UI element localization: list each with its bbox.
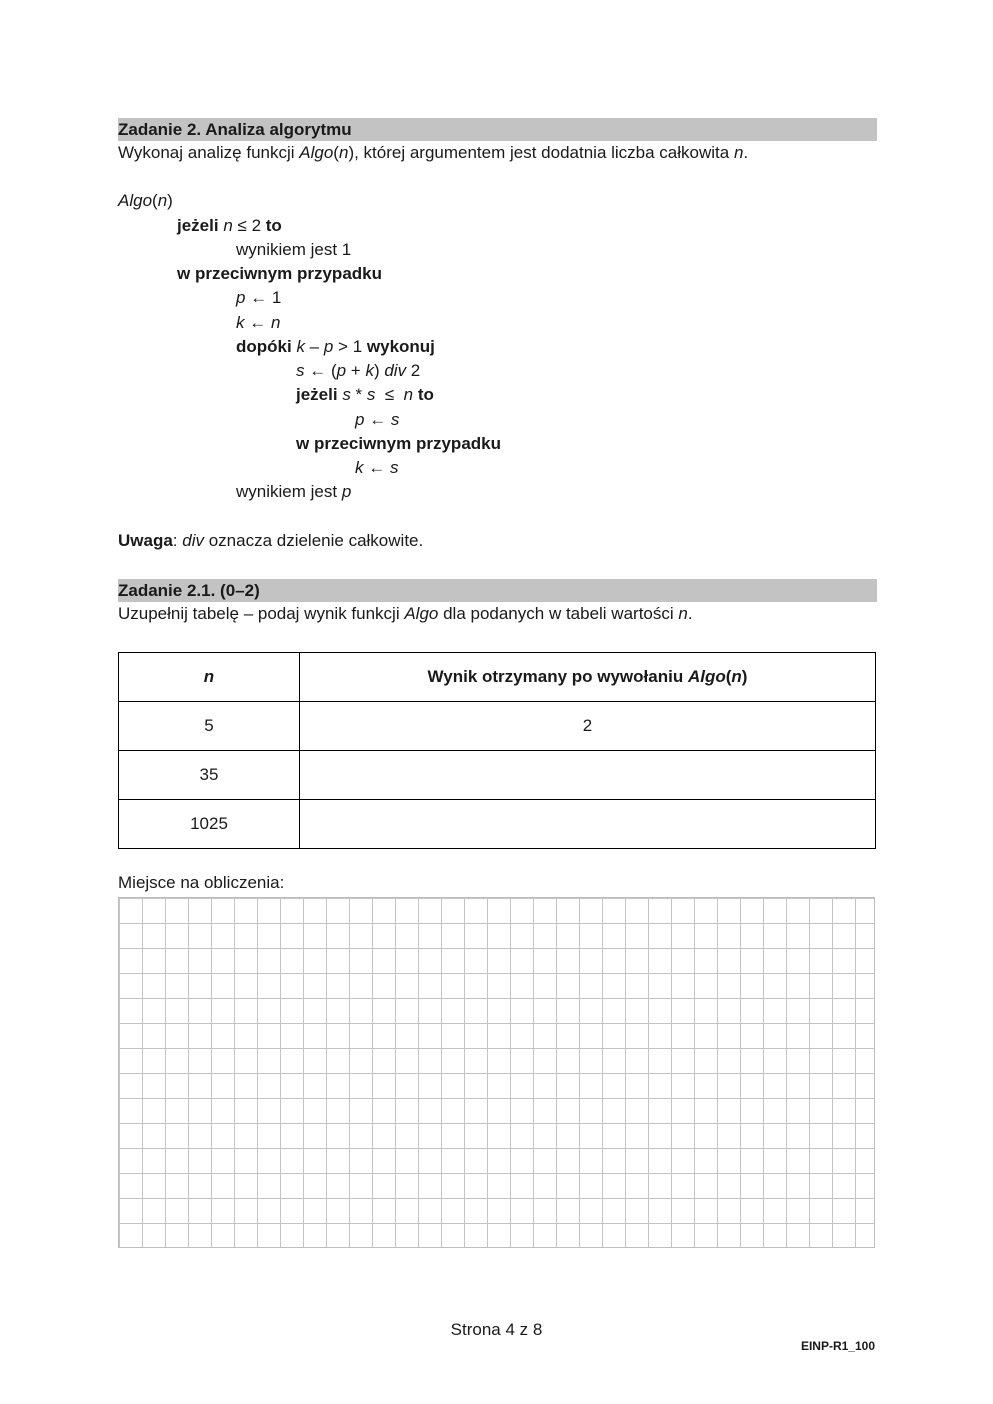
arrow: ← bbox=[244, 313, 271, 332]
exam-code: EINP-R1_100 bbox=[800, 1339, 875, 1353]
table-row bbox=[119, 800, 876, 849]
header-func: Algo bbox=[687, 667, 726, 686]
code-header bbox=[118, 191, 173, 211]
note-text: oznacza dzielenie całkowite. bbox=[203, 531, 424, 550]
page-number: Strona 4 z 8 bbox=[450, 1320, 543, 1339]
var: s bbox=[390, 410, 400, 429]
subtask-title bbox=[118, 579, 877, 602]
var: s bbox=[366, 385, 376, 404]
cell-n: 5 bbox=[119, 702, 300, 751]
task-title bbox=[118, 118, 877, 141]
keyword: dopóki bbox=[236, 337, 292, 356]
subtask-end: . bbox=[687, 604, 693, 623]
var: s bbox=[389, 458, 399, 477]
op: ≤ bbox=[375, 385, 404, 404]
code-line-12 bbox=[236, 482, 351, 502]
op: * bbox=[350, 385, 367, 404]
header-n bbox=[119, 653, 300, 702]
code-paren: ( bbox=[152, 191, 158, 210]
code-text: wynikiem jest 1 bbox=[236, 240, 352, 259]
var: n bbox=[403, 385, 414, 404]
cell-n: 35 bbox=[119, 751, 300, 800]
workspace-label: Miejsce na obliczenia: bbox=[118, 873, 285, 892]
intro-var: n bbox=[733, 143, 744, 162]
var: p bbox=[336, 361, 347, 380]
code-arg: n bbox=[157, 191, 168, 210]
var: k bbox=[355, 458, 364, 477]
table-header-row bbox=[119, 653, 876, 702]
keyword: wykonuj bbox=[366, 337, 435, 356]
var: k bbox=[365, 361, 374, 380]
arrow: ← ( bbox=[304, 361, 337, 380]
results-table bbox=[118, 652, 876, 849]
var: p bbox=[355, 410, 365, 429]
keyword: jeżeli bbox=[296, 385, 338, 404]
code-line-10 bbox=[296, 434, 501, 454]
paren: ) bbox=[373, 361, 385, 380]
var: n bbox=[270, 313, 281, 332]
code-func: Algo bbox=[118, 191, 153, 210]
code-line-4 bbox=[236, 288, 281, 308]
intro-arg: n bbox=[338, 143, 349, 162]
note-colon: : bbox=[172, 531, 183, 550]
cell-result: 2 bbox=[300, 702, 876, 751]
intro-paren: ( bbox=[333, 143, 339, 162]
code-line-8 bbox=[296, 385, 434, 405]
subtask-var: n bbox=[678, 604, 688, 623]
cell-n: 1025 bbox=[119, 800, 300, 849]
header-paren: ) bbox=[741, 667, 748, 686]
keyword: jeżeli bbox=[177, 216, 219, 235]
subtask-func: Algo bbox=[404, 604, 439, 623]
keyword: w przeciwnym przypadku bbox=[177, 264, 382, 283]
note-label: Uwaga bbox=[118, 531, 173, 550]
calculation-grid[interactable] bbox=[118, 897, 875, 1248]
code-text: > 1 bbox=[333, 337, 367, 356]
subtask-intro bbox=[118, 604, 693, 624]
task-title-text: Zadanie 2. Analiza algorytmu bbox=[118, 120, 352, 139]
intro-text-mid: ), której argumentem jest dodatnia liczba całkowita bbox=[348, 143, 734, 162]
op: + bbox=[346, 361, 366, 380]
cond: ≤ 2 bbox=[232, 216, 266, 235]
var: k bbox=[236, 313, 245, 332]
header-result-text: Wynik otrzymany po wywołaniu bbox=[427, 667, 688, 686]
intro-end: . bbox=[743, 143, 749, 162]
var: p bbox=[236, 288, 246, 307]
var: n bbox=[223, 216, 233, 235]
intro-text: Wykonaj analizę funkcji bbox=[118, 143, 300, 162]
keyword: to bbox=[417, 385, 434, 404]
header-paren: ( bbox=[725, 667, 732, 686]
code-text: 2 bbox=[406, 361, 421, 380]
code-line-6 bbox=[236, 337, 435, 357]
var: s bbox=[296, 361, 305, 380]
intro-func: Algo bbox=[299, 143, 334, 162]
keyword: to bbox=[265, 216, 282, 235]
code-line-1 bbox=[177, 216, 282, 236]
div-op: div bbox=[384, 361, 407, 380]
cell-result-answer[interactable] bbox=[300, 800, 876, 849]
arrow: ← bbox=[363, 458, 390, 477]
code-line-5 bbox=[236, 313, 280, 333]
keyword: w przeciwnym przypadku bbox=[296, 434, 501, 453]
note-div: div bbox=[182, 531, 204, 550]
code-line-3 bbox=[177, 264, 382, 284]
var: p bbox=[341, 482, 352, 501]
subtask-title-text: Zadanie 2.1. (0–2) bbox=[118, 581, 260, 600]
table-row bbox=[119, 702, 876, 751]
task-intro bbox=[118, 143, 748, 163]
subtask-text-mid: dla podanych w tabeli wartości bbox=[438, 604, 679, 623]
cell-result-answer[interactable] bbox=[300, 751, 876, 800]
note bbox=[118, 531, 423, 551]
subtask-text: Uzupełnij tabelę – podaj wynik funkcji bbox=[118, 604, 405, 623]
code-line-11 bbox=[355, 458, 398, 478]
code-text: ← 1 bbox=[245, 288, 282, 307]
code-line-2 bbox=[236, 240, 351, 260]
header-result bbox=[300, 653, 876, 702]
op: – bbox=[304, 337, 324, 356]
code-line-7 bbox=[296, 361, 420, 381]
code-text: wynikiem jest bbox=[236, 482, 342, 501]
var: p bbox=[323, 337, 334, 356]
var: s bbox=[342, 385, 351, 404]
header-arg: n bbox=[731, 667, 742, 686]
table-row bbox=[119, 751, 876, 800]
arrow: ← bbox=[364, 410, 391, 429]
code-line-9 bbox=[355, 410, 399, 430]
code-paren: ) bbox=[167, 191, 173, 210]
var: k bbox=[296, 337, 305, 356]
header-n-text: n bbox=[203, 667, 215, 686]
